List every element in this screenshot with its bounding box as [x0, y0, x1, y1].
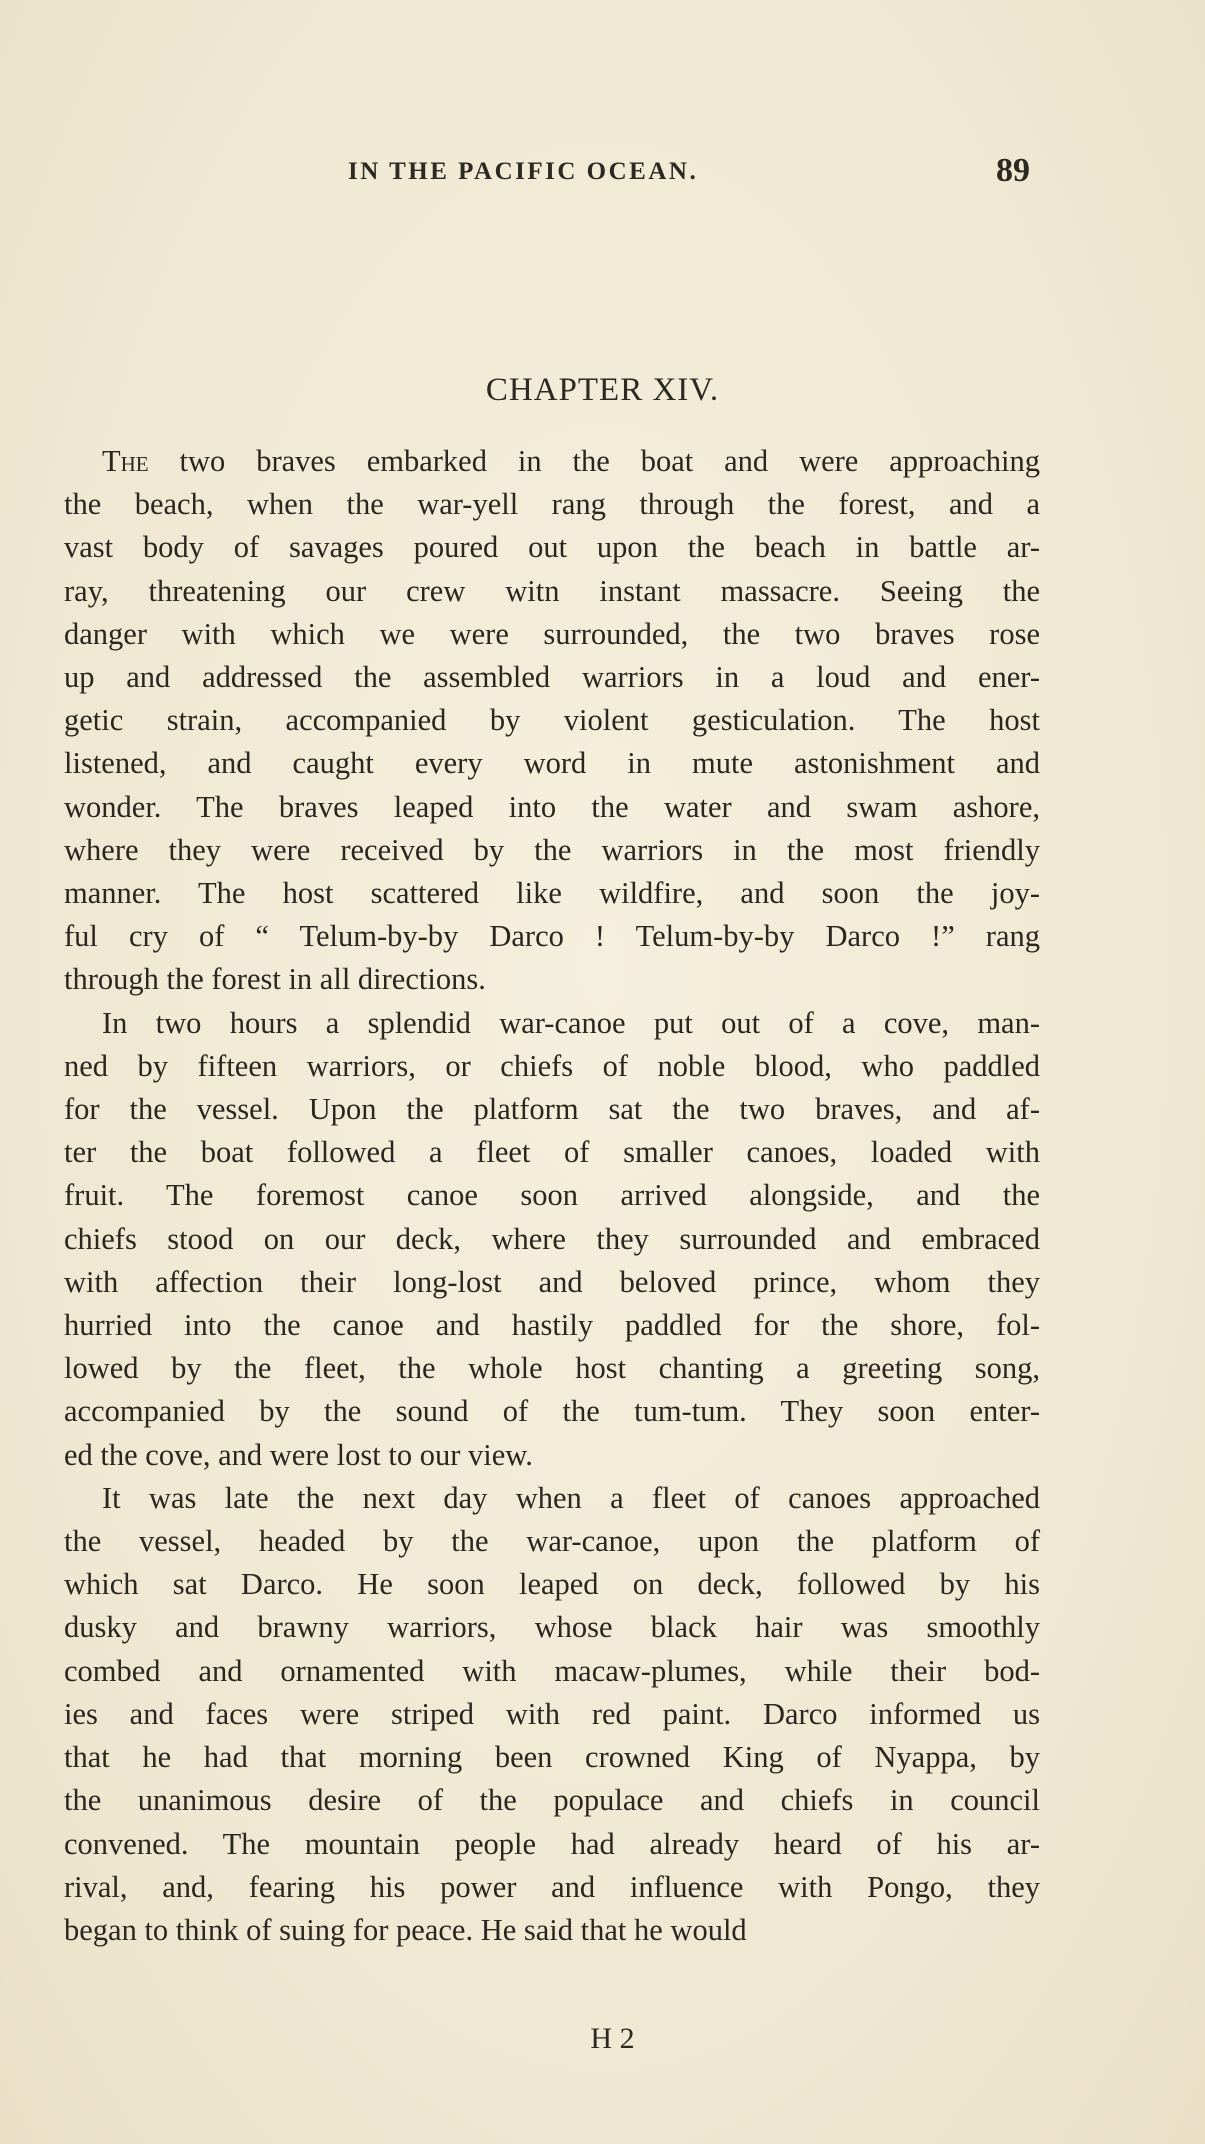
text-line: which sat Darco. He soon leaped on deck, followed by his	[64, 1567, 1040, 1602]
paragraph	[64, 440, 1040, 1002]
text-line: lowed by the fleet, the whole host chanting a greeting song,	[64, 1351, 1040, 1386]
text-line: the unanimous desire of the populace and chiefs in council	[64, 1783, 1040, 1818]
text-line: manner. The host scattered like wildfire, and soon the joy-	[64, 876, 1040, 911]
text-line: where they were received by the warriors in the most friendly	[64, 832, 1040, 867]
text-line: accompanied by the sound of the tum-tum. They soon enter-	[64, 1394, 1040, 1429]
text-line: the vessel, headed by the war-canoe, upon the platform of	[64, 1524, 1040, 1559]
page-number: 89	[996, 152, 1030, 189]
text-line: getic strain, accompanied by violent gesticulation. The host	[64, 703, 1040, 738]
text-line: dusky and brawny warriors, whose black hair was smoothly	[64, 1610, 1040, 1645]
text-line: ful cry of “ Telum-by-by Darco ! Telum-by-by Darco !” rang	[64, 919, 1040, 954]
text-line: ies and faces were striped with red paint. Darco informed us	[64, 1696, 1040, 1731]
signature-mark: H 2	[590, 2022, 635, 2055]
text-line: ter the boat followed a fleet of smaller canoes, loaded with	[64, 1135, 1040, 1170]
text-line: rival, and, fearing his power and influence with Pongo, they	[64, 1869, 1040, 1904]
paragraph	[64, 1477, 1040, 1952]
text-line: In two hours a splendid war-canoe put out of a cove, man-	[102, 1005, 1040, 1040]
text-line: up and addressed the assembled warriors in a loud and ener-	[64, 660, 1040, 695]
text-line: for the vessel. Upon the platform sat the two braves, and af-	[64, 1092, 1040, 1127]
text-line: vast body of savages poured out upon the beach in battle ar-	[64, 530, 1040, 565]
text-line: the beach, when the war-yell rang through the forest, and a	[64, 487, 1040, 522]
text-line: danger with which we were surrounded, the two braves rose	[64, 616, 1040, 651]
text-line: through the forest in all directions.	[64, 962, 486, 997]
text-line: with affection their long-lost and beloved prince, whom they	[64, 1264, 1040, 1299]
text-line: listened, and caught every word in mute astonishment and	[64, 746, 1040, 781]
text-line: It was late the next day when a fleet of canoes approached	[102, 1480, 1040, 1515]
text-line: chiefs stood on our deck, where they surrounded and embraced	[64, 1221, 1040, 1256]
text-line: began to think of suing for peace. He said that he would	[64, 1912, 747, 1947]
paragraph	[64, 1002, 1040, 1477]
text-line: combed and ornamented with macaw-plumes, while their bod-	[64, 1653, 1040, 1688]
text-line: ray, threatening our crew witn instant massacre. Seeing the	[64, 573, 1040, 608]
text-line: convened. The mountain people had already heard of his ar-	[64, 1826, 1040, 1861]
body-text	[64, 440, 1040, 1952]
text-line: that he had that morning been crowned King of Nyappa, by	[64, 1740, 1040, 1775]
running-head: IN THE PACIFIC OCEAN.	[348, 158, 699, 185]
text-line: wonder. The braves leaped into the water and swam ashore,	[64, 789, 1040, 824]
text-line: ed the cove, and were lost to our view.	[64, 1437, 533, 1472]
text-line: ned by fifteen warriors, or chiefs of noble blood, who paddled	[64, 1048, 1040, 1083]
initial-small-caps: The	[102, 444, 149, 478]
chapter-title: CHAPTER XIV.	[485, 372, 720, 408]
text-line: fruit. The foremost canoe soon arrived alongside, and the	[64, 1178, 1040, 1213]
text-line: The two braves embarked in the boat and were approaching	[102, 444, 1040, 478]
text-line: hurried into the canoe and hastily paddled for the shore, fol-	[64, 1308, 1040, 1343]
